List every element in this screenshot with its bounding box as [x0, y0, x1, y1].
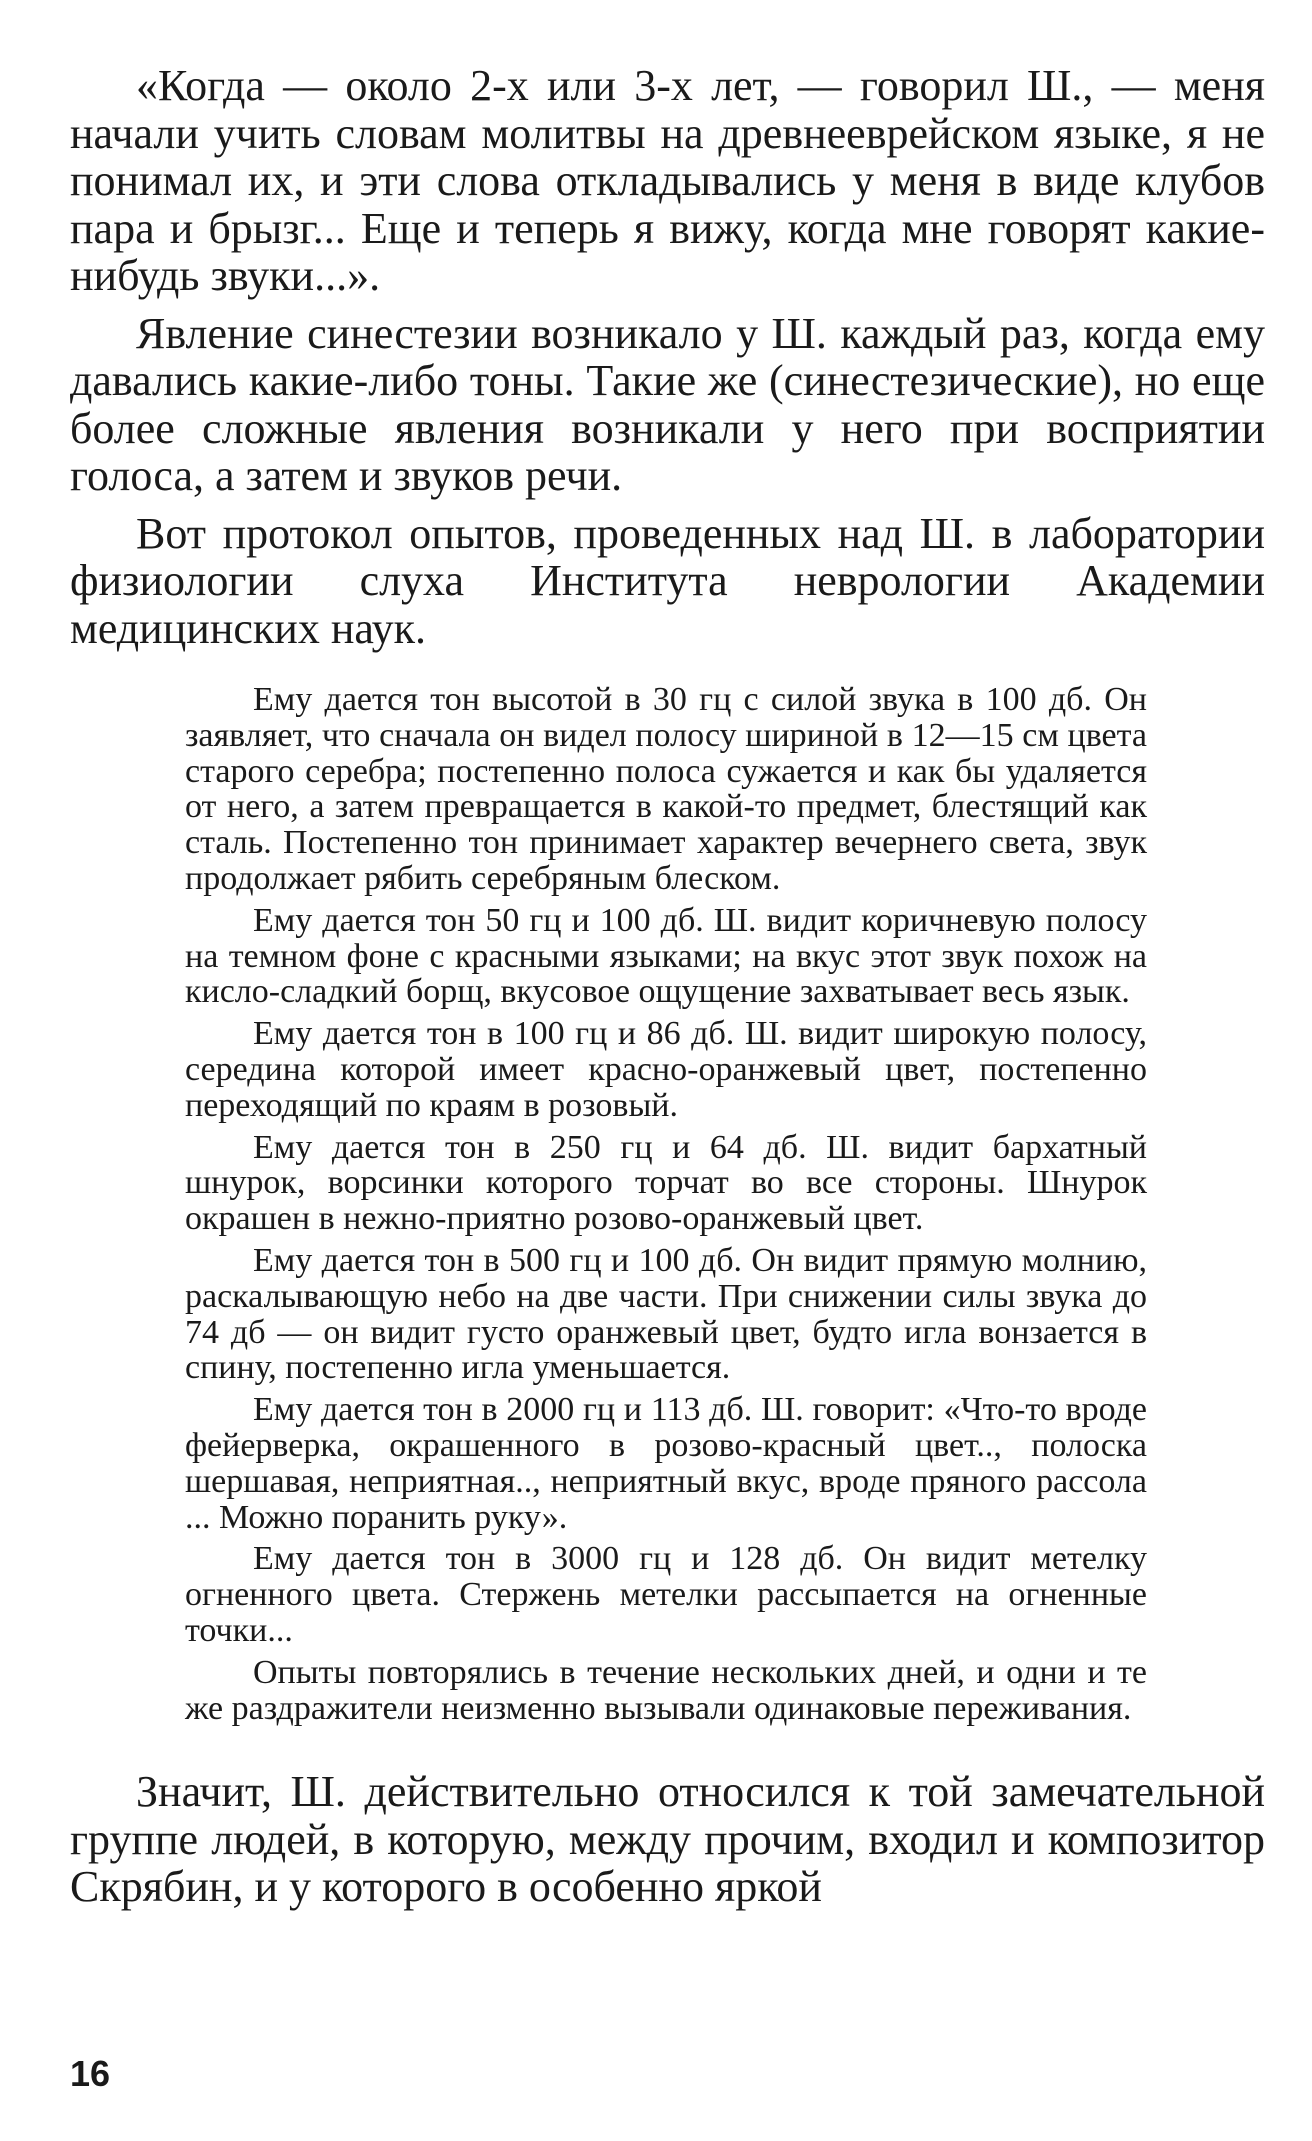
protocol-entry: Ему дается тон высотой в 30 гц с силой звука в 100 дб. Он заявляет, что сначала он видел полосу шириной в 12—15 см цвета старого серебра; постепенно полоса сужается и как бы удаляется от него, а затем превращается в какой-то предмет, блестящий как сталь. Постепенно тон принимает характер вечернего света, звук продолжает рябить серебряным блеском.	[185, 681, 1147, 897]
experiment-protocol	[185, 682, 1147, 1726]
paragraph-quote: «Когда — около 2-х или 3-х лет, — говорил Ш., — меня начали учить словам молитвы на древнееврейском языке, я не понимал их, и эти слова откладывались у меня в виде клубов пара и брызг... Еще и теперь я вижу, когда мне говорят какие-нибудь звуки...».	[70, 61, 1265, 300]
paragraph-closing: Значит, Ш. действительно относился к той замечательной группе людей, в которую, между прочим, входил и композитор Скрябин, и у которого в особенно яркой	[70, 1767, 1265, 1912]
protocol-entry: Ему дается тон в 100 гц и 86 дб. Ш. видит широкую полосу, середина которой имеет красно-оранжевый цвет, постепенно переходящий по краям в розовый.	[185, 1015, 1147, 1124]
protocol-entry: Ему дается тон в 2000 гц и 113 дб. Ш. говорит: «Что-то вроде фейерверка, окрашенного в розово-красный цвет.., полоска шершавая, неприятная.., неприятный вкус, вроде пряного рассола ... Можно поранить руку».	[185, 1391, 1147, 1536]
paragraph-protocol-intro: Вот протокол опытов, проведенных над Ш. в лаборатории физиологии слуха Института неврологии Академии медицинских наук.	[70, 508, 1265, 653]
intro-text	[70, 0, 1265, 652]
closing-text	[70, 1768, 1265, 1911]
paragraph-synesthesia: Явление синестезии возникало у Ш. каждый раз, когда ему давались какие-либо тоны. Такие же (синестезические), но еще более сложные явления возникали у него при восприятии голоса, а затем и звуков речи.	[70, 308, 1265, 500]
protocol-entry: Ему дается тон в 250 гц и 64 дб. Ш. видит бархатный шнурок, ворсинки которого торчат во все стороны. Шнурок окрашен в нежно-приятно розово-оранжевый цвет.	[185, 1128, 1147, 1238]
protocol-conclusion: Опыты повторялись в течение нескольких дней, и одни и те же раздражители неизменно вызывали одинаковые переживания.	[185, 1653, 1147, 1727]
protocol-entry: Ему дается тон 50 гц и 100 дб. Ш. видит коричневую полосу на темном фоне с красными языками; на вкус этот звук похож на кисло-сладкий борщ, вкусовое ощущение захватывает весь язык.	[185, 901, 1147, 1011]
page-number: 16	[70, 2053, 111, 2094]
protocol-entry: Ему дается тон в 500 гц и 100 дб. Он видит прямую молнию, раскалывающую небо на две части. При снижении силы звука до 74 дб — он видит густо оранжевый цвет, будто игла вонзается в спину, постепенно игла уменьшается.	[185, 1241, 1147, 1387]
book-page	[70, 0, 1265, 1911]
protocol-entry: Ему дается тон в 3000 гц и 128 дб. Он видит метелку огненного цвета. Стержень метелки рассыпается на огненные точки...	[185, 1540, 1147, 1649]
